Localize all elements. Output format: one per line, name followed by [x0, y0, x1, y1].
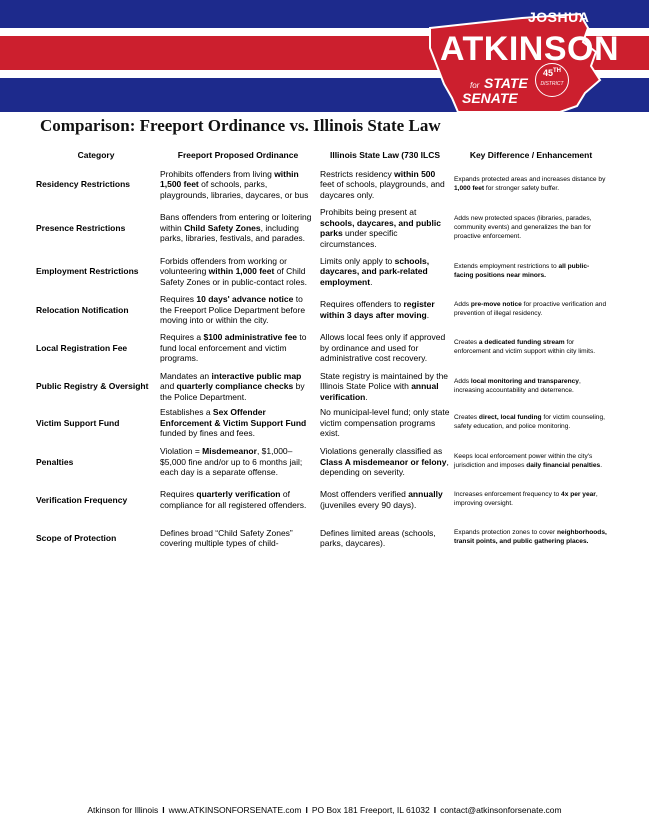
text-segment: Requires	[160, 489, 197, 500]
text-segment: Establishes a	[160, 407, 213, 418]
row-state-law-text	[318, 441, 452, 482]
row-key-difference	[452, 328, 610, 369]
emphasis-text: quarterly compliance checks	[176, 381, 294, 392]
text-segment: Violation =	[160, 446, 203, 457]
row-state-law-text	[318, 369, 452, 405]
table-row	[34, 328, 610, 369]
row-freeport-text	[158, 251, 318, 292]
column-header-key-difference: Key Difference / Enhancement	[469, 150, 593, 160]
column-header-category: Category	[77, 150, 115, 160]
text-segment: Adds	[454, 377, 471, 385]
footer-address: PO Box 181 Freeport, IL 61032	[311, 805, 430, 815]
text-segment: under specific circumstances.	[320, 228, 398, 249]
emphasis-text: annual verification	[320, 381, 439, 402]
emphasis-text: neighborhoods, transit points, and public gathering places.	[454, 529, 607, 546]
row-category: Employment Restrictions	[36, 266, 139, 277]
text-segment: .	[370, 276, 373, 287]
row-category: Relocation Notification	[36, 304, 129, 315]
row-category: Scope of Protection	[36, 533, 117, 544]
text-segment: Defines broad “Child Safety Zones” covering multiple types of child-	[160, 527, 293, 549]
text-segment: Defines limited areas (schools, parks, daycares).	[320, 527, 436, 549]
row-freeport-text	[158, 369, 318, 405]
text-segment: State registry is maintained by the Illinois State Police with	[320, 370, 449, 392]
footer-website-link[interactable]: www.ATKINSONFORSENATE.com	[168, 805, 302, 815]
emphasis-text: register within 3 days after moving	[320, 299, 435, 320]
logo-senate-text: SENATE	[462, 90, 518, 106]
row-freeport-text	[158, 292, 318, 328]
text-segment: Adds	[454, 301, 471, 309]
text-segment: Expands protected areas and increases distance by	[454, 175, 606, 183]
table-row	[34, 404, 610, 441]
row-key-difference	[452, 404, 610, 441]
table-header-row	[34, 146, 610, 164]
row-state-law-text	[318, 164, 452, 205]
emphasis-text: all public-facing positions near minors.	[454, 262, 590, 279]
emphasis-text: Child Safety Zones	[184, 222, 261, 233]
row-freeport-text	[158, 328, 318, 369]
table-row	[34, 251, 610, 292]
table-row	[34, 517, 610, 559]
text-segment: No municipal-level fund; only state victim compensation programs exist.	[320, 407, 450, 439]
text-segment: Allows local fees only if approved by ordinance and used for administrative cost recovery.	[320, 332, 446, 364]
text-segment: for victim counseling, safety education, and police monitoring.	[454, 413, 605, 430]
row-category: Public Registry & Oversight	[36, 381, 149, 392]
emphasis-text: schools, daycares, and public parks	[320, 217, 441, 239]
emphasis-text: 1,000 feet	[454, 184, 485, 192]
row-category: Presence Restrictions	[36, 222, 126, 233]
text-segment: for enforcement and victim support within city limits.	[454, 339, 596, 356]
text-segment: of Child Safety Zones or in public-contact roles.	[160, 266, 307, 287]
row-freeport-text	[158, 164, 318, 205]
row-freeport-text	[158, 482, 318, 517]
text-segment: Requires	[160, 294, 197, 305]
text-segment: feet of schools, playgrounds, and daycares only.	[320, 179, 445, 200]
table-row	[34, 205, 610, 251]
emphasis-text: local monitoring and transparency	[470, 377, 579, 385]
page-title: Comparison: Freeport Ordinance vs. Illinois State Law	[40, 116, 441, 135]
text-segment: for proactive verification and prevention of illegal residency.	[454, 301, 607, 317]
row-category: Local Registration Fee	[36, 342, 128, 353]
text-segment: Prohibits offenders from living	[160, 168, 275, 179]
header-banner	[0, 0, 649, 112]
text-segment: Adds new protected spaces (libraries, parades, community events) and generalizes the ban for proactive enforcement.	[454, 214, 592, 240]
text-segment: Keeps local enforcement power within the city's jurisdiction and imposes	[454, 452, 593, 469]
text-segment: Creates	[454, 413, 479, 421]
emphasis-text: interactive public map	[211, 370, 302, 381]
row-state-law-text	[318, 251, 452, 292]
row-freeport-text	[158, 441, 318, 482]
text-segment: Bans offenders from entering or loitering within	[160, 212, 312, 233]
text-segment: Increases enforcement frequency to	[454, 490, 562, 498]
emphasis-text: quarterly verification	[196, 489, 281, 500]
footer-org: Atkinson for Illinois	[87, 805, 159, 815]
row-state-law-text	[318, 482, 452, 517]
row-freeport-text	[158, 404, 318, 441]
footer	[0, 805, 649, 815]
row-key-difference	[452, 292, 610, 328]
row-freeport-text	[158, 517, 318, 559]
text-segment: of schools, parks, playgrounds, libraries, daycares, or bus	[160, 179, 309, 200]
emphasis-text: a dedicated funding stream	[478, 339, 565, 347]
text-segment: to fund local enforcement and victim programs.	[160, 332, 307, 364]
text-segment: , depending on severity.	[320, 456, 449, 478]
text-segment: Creates	[454, 339, 479, 347]
text-segment: Limits only apply to	[320, 255, 395, 266]
text-segment: of compliance for all registered offenders.	[160, 489, 307, 510]
text-segment: for stronger safety buffer.	[484, 184, 560, 192]
text-segment: .	[365, 391, 368, 402]
emphasis-text: within 1,000 feet	[208, 266, 275, 277]
text-segment: Extends employment restrictions to	[454, 262, 559, 270]
text-segment: , improving oversight.	[454, 490, 598, 507]
footer-separator: I	[433, 805, 437, 815]
row-key-difference	[452, 251, 610, 292]
table-row	[34, 292, 610, 328]
emphasis-text: daily financial penalties	[526, 461, 601, 469]
row-category: Victim Support Fund	[36, 417, 120, 428]
footer-separator: I	[162, 805, 165, 815]
text-segment: funded by fines and fees.	[160, 428, 255, 439]
table-row	[34, 369, 610, 405]
text-segment: Prohibits being present at	[320, 207, 417, 217]
row-category: Residency Restrictions	[36, 179, 131, 190]
district-number: 45TH	[542, 68, 561, 78]
text-segment: , $1,000–$5,000 fine and/or up to 6 months jail; each day is a separate offense.	[160, 446, 303, 478]
text-segment: Mandates an	[160, 370, 212, 381]
text-segment: to the Freeport Police Department before moving into or within the city.	[160, 294, 306, 326]
emphasis-text: pre-move notice	[470, 301, 522, 309]
text-segment: Requires a	[160, 332, 204, 343]
text-segment: Forbids offenders from working or volunteering	[160, 255, 287, 277]
emphasis-text: schools, daycares, and park-related employment	[320, 255, 430, 287]
emphasis-text: 10 days' advance notice	[196, 294, 294, 305]
row-state-law-text	[318, 328, 452, 369]
row-state-law-text	[318, 205, 452, 251]
text-segment: Restricts residency	[320, 168, 395, 179]
text-segment: and	[160, 381, 177, 392]
footer-separator: I	[305, 805, 308, 815]
district-seal	[535, 63, 569, 97]
text-segment: .	[600, 461, 603, 469]
column-header-freeport: Freeport Proposed Ordinance	[177, 150, 299, 160]
column-header-state-law: Illinois State Law (730 ILCS	[329, 150, 441, 160]
row-key-difference	[452, 205, 610, 251]
emphasis-text: 4x per year	[561, 490, 596, 498]
emphasis-text: $100 administrative fee	[203, 332, 298, 343]
emphasis-text: Misdemeanor	[202, 446, 257, 457]
text-segment: , increasing accountability and deterrence.	[454, 377, 581, 394]
logo-last-name: ATKINSON	[440, 30, 620, 68]
text-segment: Most offenders verified	[320, 489, 409, 500]
text-segment: Requires offenders to	[320, 299, 404, 310]
emphasis-text: annually	[408, 489, 443, 500]
text-segment: Expands protection zones to cover	[454, 529, 557, 537]
text-segment: Violations generally classified as	[320, 446, 443, 457]
comparison-table	[34, 146, 610, 559]
logo-state-text: STATE	[484, 75, 528, 91]
row-category: Verification Frequency	[36, 494, 128, 505]
row-category: Penalties	[36, 456, 74, 467]
row-state-law-text	[318, 517, 452, 559]
row-key-difference	[452, 441, 610, 482]
table-row	[34, 441, 610, 482]
emphasis-text: direct, local funding	[478, 413, 542, 421]
row-key-difference	[452, 164, 610, 205]
emphasis-text: Sex Offender Enforcement & Victim Support Fund	[160, 407, 307, 428]
text-segment: .	[426, 309, 430, 320]
footer-email-link[interactable]: contact@atkinsonforsenate.com	[440, 805, 562, 815]
emphasis-text: within 500	[394, 168, 436, 179]
row-key-difference	[452, 482, 610, 517]
row-state-law-text	[318, 404, 452, 441]
district-label: DISTRICT	[540, 81, 564, 87]
row-key-difference	[452, 517, 610, 559]
text-segment: , including parks, libraries, festivals, and parades.	[160, 222, 306, 244]
emphasis-text: within 1,500 feet	[160, 168, 299, 190]
table-row	[34, 482, 610, 517]
table-row	[34, 164, 610, 205]
text-segment: by the Police Department.	[160, 381, 305, 402]
row-state-law-text	[318, 292, 452, 328]
row-key-difference	[452, 369, 610, 405]
row-freeport-text	[158, 205, 318, 251]
emphasis-text: Class A misdemeanor or felony	[320, 456, 447, 467]
logo-first-name: JOSHUA	[528, 9, 590, 25]
logo-for-text: for	[470, 81, 480, 90]
text-segment: (juveniles every 90 days).	[320, 499, 417, 510]
